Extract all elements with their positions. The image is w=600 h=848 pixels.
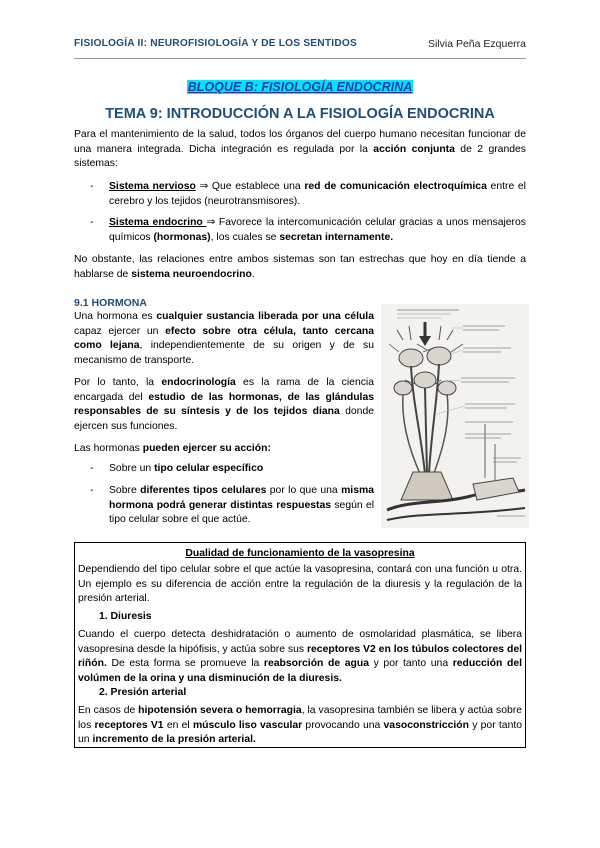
list-dash: - xyxy=(90,485,94,496)
list-item-sistema-endocrino: - Sistema endocrino ⇒ Favorece la intercomunicación celular gracias a unos mensajeros químicos (hormonas), los cuales se secretan internamente. xyxy=(90,217,526,243)
box-heading-diuresis: 1. Diuresis xyxy=(99,611,152,622)
topic-title: TEMA 9: INTRODUCCIÓN A LA FISIOLOGÍA ENDOCRINA xyxy=(105,106,495,122)
accion-item-especifico: - Sobre un tipo celular específico xyxy=(90,462,374,477)
list-dash: - xyxy=(90,217,94,228)
endocrinologia-paragraph: Por lo tanto, la endocrinología es la rama de la ciencia encargada del estudio de las hormonas, de las glándulas responsables de su síntesis y de los tejidos diana donde ejercen sus funciones. xyxy=(74,377,375,432)
neuroendocrine-paragraph: No obstante, las relaciones entre ambos sistemas son tan estrechas que hoy en día tiende a hablarse de sistema neuroendocrino. xyxy=(74,254,526,280)
intro-paragraph: Para el mantenimiento de la salud, todos los órganos del cuerpo humano necesitan funcionar de una manera integrada. Dicha integración es regulada por la acción conjunta de 2 grandes sistemas: xyxy=(74,129,526,170)
box-diuresis-paragraph: Cuando el cuerpo detecta deshidratación o aumento de osmolaridad plasmática, se libera vasopresina desde la hipófisis, y actúa sobre sus receptores V2 en los túbulos colectores del riñón. De esta forma se promueve la reabsorción de agua y por tanto una reducción del volúmen de la orina y una disminución de la diuresis. xyxy=(78,629,522,684)
list-item-sistema-nervioso: - Sistema nervioso ⇒ Que establece una red de comunicación electroquímica entre el cerebro y los tejidos (neurotransmisores). xyxy=(90,181,526,207)
accion-item-diferentes: - Sobre diferentes tipos celulares por lo que una misma hormona podrá generar distintas respuestas según el tipo celular sobre el que actúe. xyxy=(90,485,374,526)
header-author: Silvia Peña Ezquerra xyxy=(427,38,526,50)
accion-intro: Las hormonas pueden ejercer su acción: xyxy=(74,443,271,454)
section-heading-hormona: 9.1 HORMONA xyxy=(74,297,147,309)
header-course-title: FISIOLOGÍA II: NEUROFISIOLOGÍA Y DE LOS SENTIDOS xyxy=(74,38,357,49)
header-divider xyxy=(74,58,526,59)
box-presion-paragraph: En casos de hipotensión severa o hemorragia, la vasopresina también se libera y actúa sobre los receptores V1 en el músculo liso vascular provocando una vasoconstricción y por tanto un incremento de la presión arterial. xyxy=(78,705,523,746)
list-dash: - xyxy=(90,463,94,474)
box-heading-presion: 2. Presión arterial xyxy=(99,687,187,698)
neuroendocrine-diagram-illustration xyxy=(381,304,529,528)
box-title: Dualidad de funcionamiento de la vasopresina xyxy=(185,548,415,559)
vasopresina-box xyxy=(74,542,526,748)
hormona-definition: Una hormona es cualquier sustancia liberada por una célula capaz ejercer un efecto sobre otra célula, tanto cercana como lejana, independientemente de su origen y de su mecanismo de transporte. xyxy=(74,311,374,366)
box-intro: Dependiendo del tipo celular sobre el que actúe la vasopresina, contará con una función u otra. Un ejemplo es su diferencia de acción entre la regulación de la diuresis y la regulación de la presión arterial. xyxy=(78,564,522,605)
diagram-svg xyxy=(381,304,529,528)
list-dash: - xyxy=(90,181,94,192)
block-title-text: BLOQUE B: FISIOLOGÍA ENDOCRINA xyxy=(187,80,413,94)
block-title xyxy=(0,79,600,97)
